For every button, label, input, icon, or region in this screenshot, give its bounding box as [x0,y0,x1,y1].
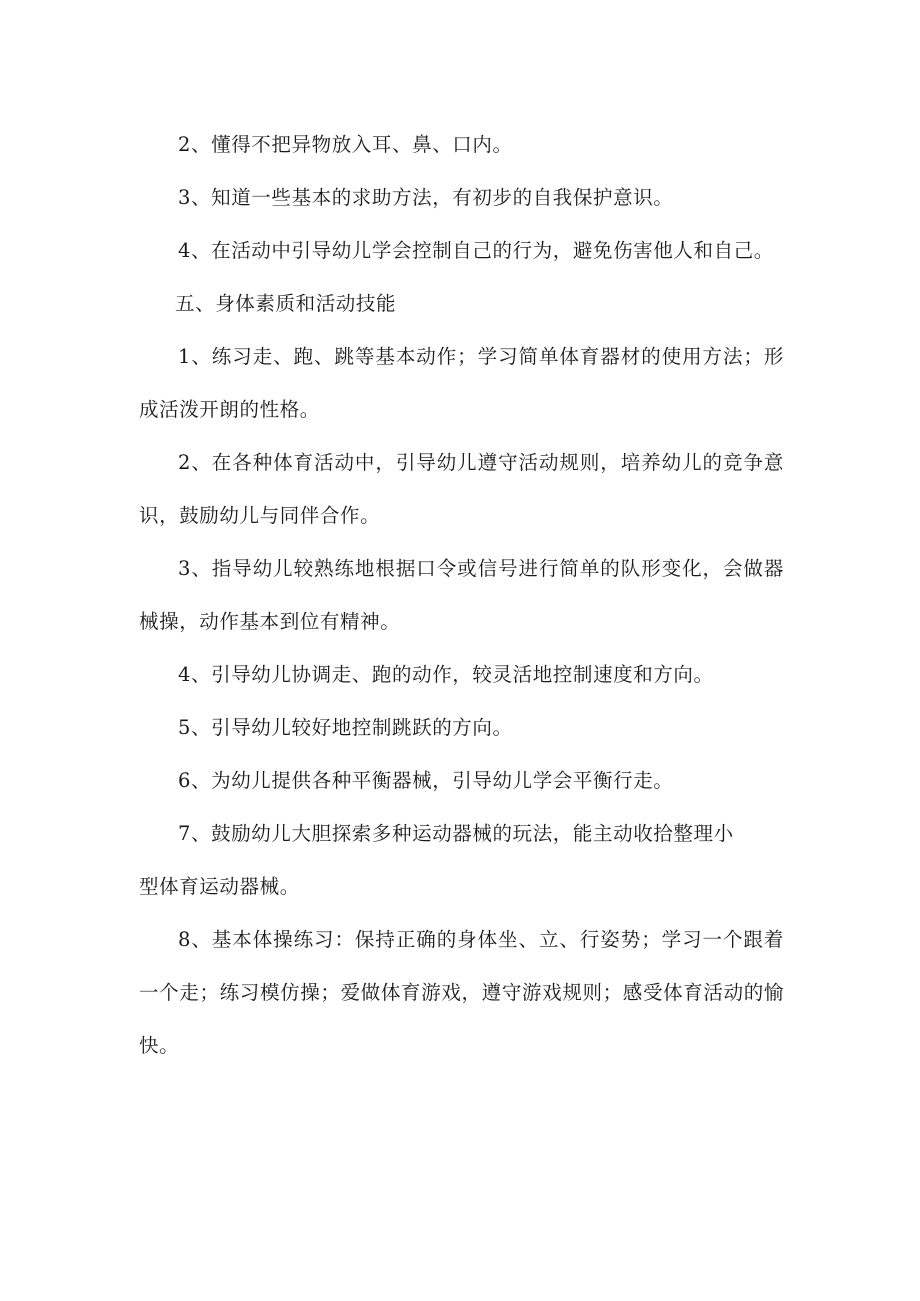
paragraph-skill-5: 5、引导幼儿较好地控制跳跃的方向。 [178,716,513,739]
paragraph-skill-6: 6、为幼儿提供各种平衡器械，引导幼儿学会平衡行走。 [178,769,674,792]
paragraph-safety-4: 4、在活动中引导幼儿学会控制自己的行为，避免伤害他人和自己。 [178,239,774,262]
paragraph-skill-4: 4、引导幼儿协调走、跑的动作，较灵活地控制速度和方向。 [178,663,714,686]
paragraph-skill-3: 3、指导幼儿较熟练地根据口令或信号进行简单的队形变化，会做器械操，动作基本到位有精神。 [139,557,784,633]
document-page [139,118,784,1072]
paragraph-skill-7-line2: 型体育运动器械。 [139,875,300,898]
paragraph-skill-2: 2、在各种体育活动中，引导幼儿遵守活动规则，培养幼儿的竞争意识，鼓励幼儿与同伴合作。 [139,451,784,527]
paragraph-safety-3: 3、知道一些基本的求助方法，有初步的自我保护意识。 [178,186,674,209]
section-heading-physical-skills: 五、身体素质和活动技能 [175,292,397,315]
paragraph-skill-1: 1、练习走、跑、跳等基本动作；学习简单体育器材的使用方法；形成活泼开朗的性格。 [139,345,784,421]
paragraph-skill-8: 8、基本体操练习：保持正确的身体坐、立、行姿势；学习一个跟着一个走；练习模仿操；爱做体育游戏，遵守游戏规则；感受体育活动的愉快。 [139,928,784,1057]
paragraph-skill-7-line1: 7、鼓励幼儿大胆探索多种运动器械的玩法，能主动收拾整理小 [178,822,734,845]
paragraph-safety-2: 2、懂得不把异物放入耳、鼻、口内。 [178,133,513,156]
